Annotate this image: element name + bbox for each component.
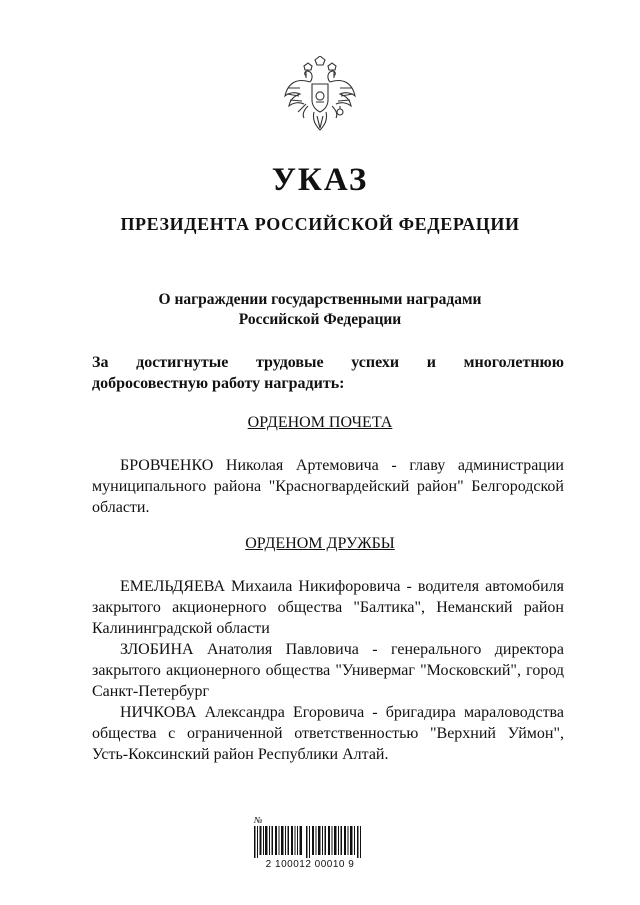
award-entry: ЕМЕЛЬДЯЕВА Михаила Никифоровича - водителя автомобиля закрытого акционерного общества "Балтика", Неманский район Калининградской области [92,578,564,637]
award-entry: БРОВЧЕНКО Николая Артемовича - главу администрации муниципального района "Красногвардейский район" Белгородской области. [92,457,564,516]
award-entry: ЗЛОБИНА Анатолия Павловича - генерального директора закрытого акционерного общества "Универмаг "Московский", город Санкт-Петербург [92,641,564,700]
document-title: УКАЗ [271,162,369,198]
decree-intro [92,352,564,394]
document-subtitle: ПРЕЗИДЕНТА РОССИЙСКОЙ ФЕДЕРАЦИИ [120,214,520,234]
decree-subject [0,290,640,330]
decree-intro-line-1: За достигнутые трудовые успехи и многолетнюю [92,354,564,371]
award-heading-order-of-honour: ОРДЕНОМ ПОЧЕТА [247,414,393,431]
decree-subject-line-2: Российской Федерации [238,311,402,328]
barcode-number: 2 100012 00010 9 [265,859,355,870]
award-entry: НИЧКОВА Александра Егоровича - бригадира мараловодства общества с ограниченной ответственностью "Верхний Уймон", Усть-Коксинский район Республики Алтай. [92,704,564,763]
barcode-icon [254,826,362,858]
decree-subject-line-1: О награждении государственными наградами [158,291,482,308]
barcode-mark: № [254,815,263,825]
decree-intro-line-2: добросовестную работу наградить: [92,375,345,392]
russian-coat-of-arms-icon [282,56,358,140]
award-heading-order-of-friendship: ОРДЕНОМ ДРУЖБЫ [245,535,395,552]
